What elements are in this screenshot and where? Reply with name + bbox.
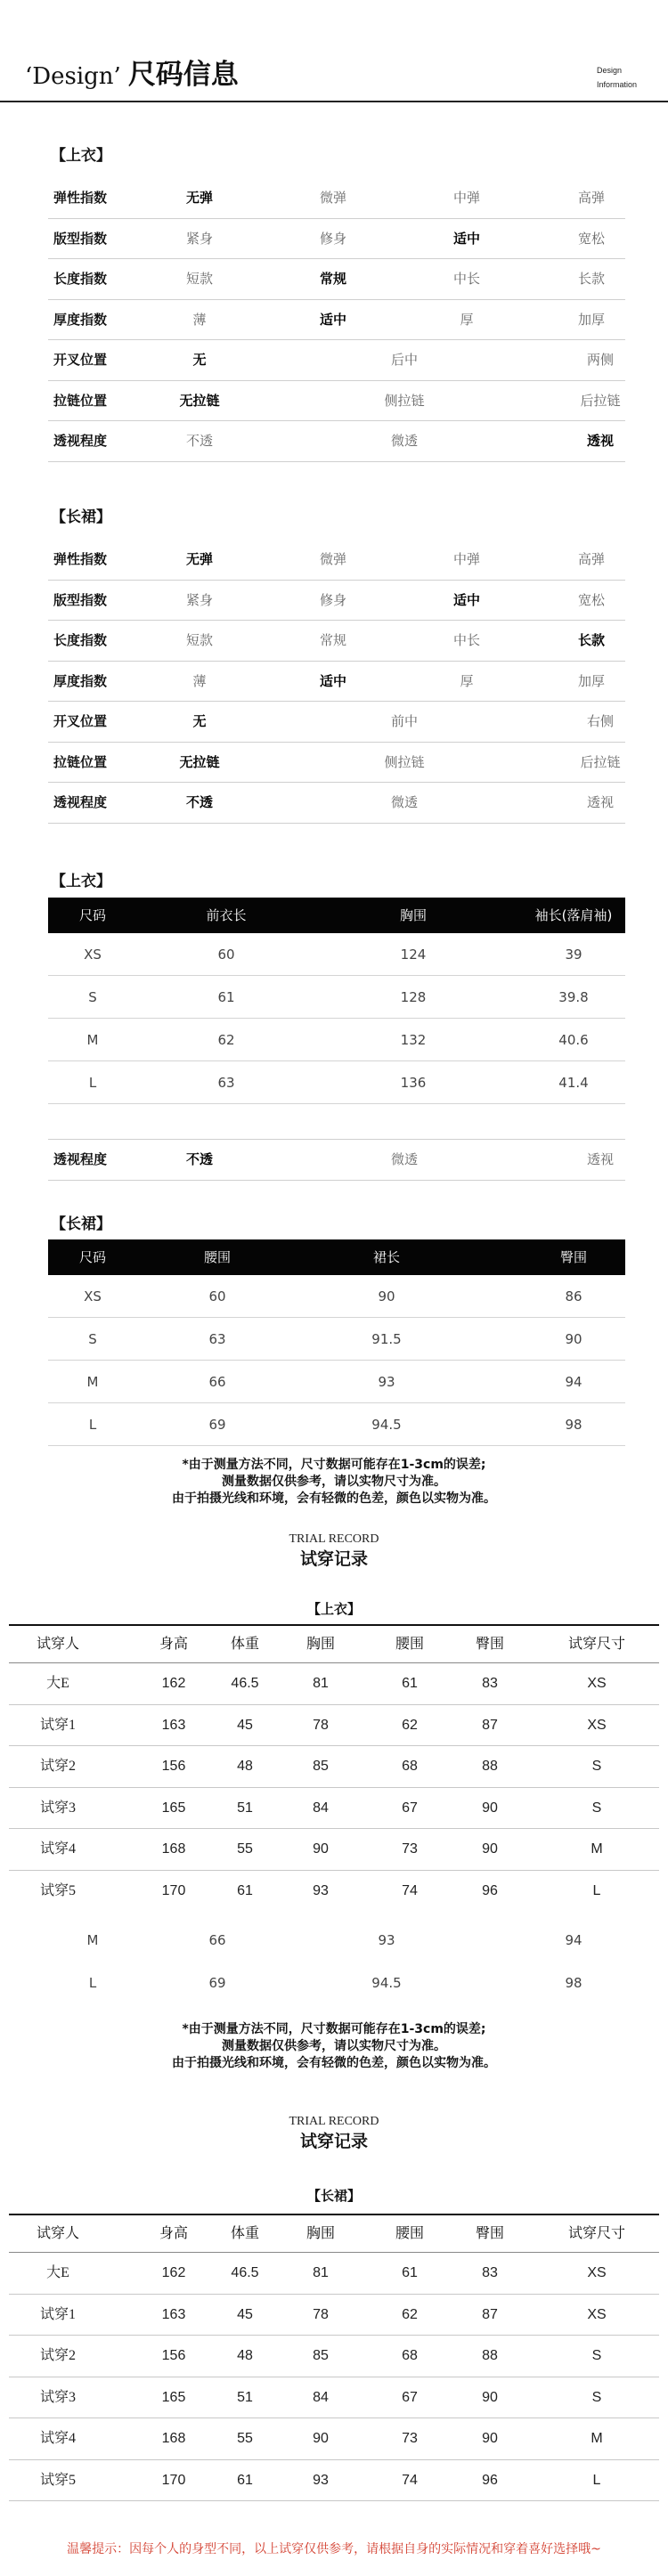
column-header: 体重 <box>230 1637 259 1652</box>
table-cell: 62 <box>217 1032 235 1048</box>
attr-cell: 无拉链 <box>179 392 220 409</box>
attr-cell: 右侧 <box>586 713 614 729</box>
table-cell: 69 <box>208 1975 226 1991</box>
leftover-size-rows <box>48 1919 625 2004</box>
column-header: 试穿尺寸 <box>567 1637 625 1652</box>
attr-header: 版型指数 <box>53 591 108 608</box>
attr-cell: 无拉链 <box>179 753 220 770</box>
attr-cell: 适中 <box>319 672 346 689</box>
table-cell: 98 <box>565 1417 582 1433</box>
table-cell: 128 <box>400 989 427 1005</box>
table-cell: 81 <box>313 2265 329 2280</box>
table-cell: 41.4 <box>558 1075 589 1091</box>
note-line: *由于测量方法不同，尺寸数据可能存在1-3cm的误差; <box>182 1458 486 1472</box>
attr-cell: 薄 <box>192 311 207 328</box>
page-title-cn: 尺码信息 <box>127 59 239 91</box>
table-cell: 55 <box>237 1841 253 1857</box>
table-row <box>48 1962 625 2004</box>
column-header: 臀围 <box>475 2226 504 2241</box>
table-header <box>48 1239 625 1275</box>
table-cell: XS <box>84 947 102 963</box>
page-title <box>25 52 239 92</box>
page-header <box>0 0 668 103</box>
table-cell: 90 <box>482 1800 498 1816</box>
header-divider <box>0 101 668 102</box>
attr-header: 厚度指数 <box>53 311 108 328</box>
attr-header: 开叉位置 <box>53 352 108 368</box>
attr-cell: 无 <box>192 713 207 729</box>
table-cell: 试穿5 <box>39 2472 76 2488</box>
attr-cell: 无弹 <box>185 190 213 206</box>
column-header: 腰围 <box>395 2226 424 2241</box>
attr-cell: 短款 <box>185 271 213 287</box>
skirt-size-table <box>48 1239 625 1446</box>
attr-cell: 中长 <box>452 271 480 287</box>
note-line: *由于测量方法不同，尺寸数据可能存在1-3cm的误差; <box>182 2022 486 2036</box>
table-row <box>9 1663 659 1705</box>
table-cell: 163 <box>161 1717 186 1733</box>
table-cell: 78 <box>313 2306 329 2322</box>
attr-row <box>48 702 625 743</box>
attr-cell: 不透 <box>185 433 213 449</box>
table-cell: 66 <box>208 1374 226 1390</box>
table-cell: 46.5 <box>231 1676 259 1691</box>
trial-skirt-table <box>9 2214 659 2501</box>
table-row <box>48 976 625 1019</box>
attr-cell: 前中 <box>390 713 418 729</box>
attr-row <box>48 581 625 622</box>
table-cell: 83 <box>482 2265 498 2280</box>
column-header: 袖长(落肩袖) <box>534 907 613 923</box>
attr-row <box>48 300 625 341</box>
table-cell: 156 <box>161 1759 186 1774</box>
table-row <box>48 933 625 976</box>
table-row <box>9 2295 659 2336</box>
measurement-note <box>0 1457 668 1507</box>
table-cell: M <box>591 2431 603 2446</box>
attr-cell: 微弹 <box>319 190 346 206</box>
table-cell: 93 <box>313 2472 329 2488</box>
attr-cell: 厚 <box>460 311 474 328</box>
attr-row <box>48 421 625 462</box>
table-cell: 84 <box>313 2389 329 2405</box>
column-header: 臀围 <box>559 1249 587 1265</box>
table-cell: 163 <box>161 2306 186 2322</box>
column-header: 胸围 <box>399 907 427 923</box>
attr-row <box>48 219 625 260</box>
table-cell: 94.5 <box>371 1417 402 1433</box>
table-cell: L <box>88 1975 97 1991</box>
table-cell: 90 <box>565 1331 582 1347</box>
table-cell: 93 <box>378 1374 395 1390</box>
table-cell: 78 <box>313 1717 329 1733</box>
table-cell: L <box>592 1882 601 1898</box>
table-cell: 55 <box>237 2431 253 2446</box>
attr-cell: 长款 <box>577 271 605 287</box>
table-cell: 39.8 <box>558 989 589 1005</box>
attr-cell: 无 <box>192 352 207 368</box>
attr-cell: 适中 <box>452 591 480 608</box>
attr-header: 弹性指数 <box>53 190 108 206</box>
table-cell: 85 <box>313 2348 329 2363</box>
attr-cell: 适中 <box>319 311 346 328</box>
attr-header: 透视程度 <box>53 794 108 810</box>
column-header: 臀围 <box>475 1637 504 1652</box>
attr-header: 透视程度 <box>53 433 108 449</box>
column-header: 尺码 <box>78 907 106 923</box>
column-header: 腰围 <box>395 1637 424 1652</box>
table-cell: 73 <box>402 1841 418 1857</box>
table-cell: S <box>591 1759 602 1774</box>
table-row <box>9 1829 659 1871</box>
attr-header: 长度指数 <box>53 632 108 648</box>
attr-header: 拉链位置 <box>53 753 108 770</box>
trial-skirt-label: 【长裙】 <box>306 2188 361 2204</box>
table-cell: 170 <box>161 2472 186 2488</box>
table-cell: 90 <box>313 1841 329 1857</box>
attr-cell: 中弹 <box>452 551 480 567</box>
attr-row <box>48 540 625 581</box>
table-cell: 90 <box>482 2389 498 2405</box>
table-cell: 87 <box>482 1717 498 1733</box>
table-cell: 96 <box>482 1882 498 1898</box>
attr-cell: 微弹 <box>319 551 346 567</box>
table-cell: 67 <box>402 2389 418 2405</box>
table-cell: 63 <box>217 1075 235 1091</box>
table-cell: 90 <box>482 1841 498 1857</box>
table-row <box>48 1061 625 1104</box>
table-cell: 39 <box>565 947 582 963</box>
page-title-en: ‘Design’ <box>25 63 121 90</box>
note-line: 由于拍摄光线和环境，会有轻微的色差，颜色以实物为准。 <box>172 2056 496 2070</box>
attr-header: 厚度指数 <box>53 672 108 689</box>
table-cell: 94 <box>565 1374 582 1390</box>
column-header: 尺码 <box>78 1249 106 1265</box>
trial-record-en: TRIAL RECORD <box>289 2115 379 2128</box>
attr-cell: 微透 <box>390 433 418 449</box>
table-row <box>48 1019 625 1061</box>
column-header: 试穿尺寸 <box>567 2226 625 2241</box>
warm-tip: 温馨提示：因每个人的身型不同，以上试穿仅供参考，请根据自身的实际情况和穿着喜好选择哦~ <box>67 2542 601 2556</box>
table-cell: 90 <box>482 2431 498 2446</box>
top-size-label: 【上衣】 <box>51 873 111 890</box>
table-cell: 132 <box>400 1032 427 1048</box>
attr-cell: 后拉链 <box>580 392 621 409</box>
table-cell: 168 <box>161 2431 186 2446</box>
table-cell: S <box>88 1331 97 1347</box>
table-cell: 68 <box>402 1759 418 1774</box>
table-cell: 63 <box>208 1331 226 1347</box>
table-header <box>48 898 625 933</box>
table-cell: 93 <box>313 1882 329 1898</box>
column-header: 胸围 <box>305 1637 335 1652</box>
attr-cell: 宽松 <box>577 230 605 247</box>
attr-cell: 宽松 <box>577 591 605 608</box>
table-cell: S <box>591 1800 602 1816</box>
table-cell: 试穿2 <box>39 1759 76 1774</box>
table-cell: 136 <box>400 1075 427 1091</box>
table-cell: 60 <box>217 947 235 963</box>
table-cell: XS <box>587 2306 607 2322</box>
table-cell: 45 <box>237 1717 253 1733</box>
table-cell: 74 <box>402 1882 418 1898</box>
attr-cell: 厚 <box>460 672 474 689</box>
table-cell: 试穿1 <box>39 2306 76 2322</box>
table-cell: M <box>86 1032 99 1048</box>
table-row <box>9 2253 659 2295</box>
attr-row <box>48 783 625 824</box>
attr-header: 弹性指数 <box>53 551 108 567</box>
table-row <box>48 1275 625 1318</box>
attr-cell: 侧拉链 <box>384 753 425 770</box>
table-row <box>48 1403 625 1446</box>
attr-cell: 高弹 <box>577 190 605 206</box>
table-cell: 45 <box>237 2306 253 2322</box>
table-cell: 85 <box>313 1759 329 1774</box>
trial-record-cn: 试穿记录 <box>299 1549 368 1569</box>
attr-header: 开叉位置 <box>53 713 108 729</box>
table-cell: 61 <box>237 2472 253 2488</box>
table-cell: 大E <box>46 2265 69 2280</box>
table-cell: XS <box>84 1288 102 1304</box>
table-cell: L <box>88 1417 97 1433</box>
table-row <box>9 2336 659 2377</box>
column-header: 前衣长 <box>206 907 247 923</box>
table-cell: 73 <box>402 2431 418 2446</box>
table-cell: 88 <box>482 1759 498 1774</box>
skirt-attr-label: 【长裙】 <box>51 508 111 526</box>
top-size-table <box>48 898 625 1104</box>
table-row <box>9 2460 659 2502</box>
table-cell: 165 <box>161 1800 186 1816</box>
attr-cell: 后拉链 <box>580 753 621 770</box>
skirt-size-label: 【长裙】 <box>51 1215 111 1233</box>
header-subtitle <box>597 63 637 92</box>
table-cell: XS <box>587 1717 607 1733</box>
attr-cell: 透视 <box>586 433 614 449</box>
column-header: 试穿人 <box>36 1637 79 1652</box>
attr-cell: 紧身 <box>185 591 213 608</box>
skirt-attr-table <box>48 540 625 824</box>
table-cell: 124 <box>400 947 427 963</box>
table-cell: 87 <box>482 2306 498 2322</box>
table-cell: 162 <box>161 1676 186 1691</box>
table-cell: S <box>591 2389 602 2405</box>
table-cell: 大E <box>46 1676 69 1691</box>
attr-cell: 侧拉链 <box>384 392 425 409</box>
attr-row <box>48 178 625 219</box>
table-row <box>48 1361 625 1403</box>
attr-cell: 长款 <box>577 632 605 648</box>
table-cell: 170 <box>161 1882 186 1898</box>
table-cell: 试穿2 <box>39 2348 76 2363</box>
table-cell: 62 <box>402 2306 418 2322</box>
table-cell: 68 <box>402 2348 418 2363</box>
attr-cell: 中长 <box>452 632 480 648</box>
measurement-note <box>0 2021 668 2072</box>
table-cell: 51 <box>237 1800 253 1816</box>
table-cell: 165 <box>161 2389 186 2405</box>
attr-cell: 后中 <box>390 352 418 368</box>
attr-row <box>48 259 625 300</box>
table-cell: 试穿4 <box>39 2431 76 2446</box>
top-attr-table <box>48 178 625 462</box>
table-cell: 48 <box>237 1759 253 1774</box>
attr-cell: 修身 <box>319 230 346 247</box>
attr-row <box>48 340 625 381</box>
table-cell: 67 <box>402 1800 418 1816</box>
table-cell: M <box>591 1841 603 1857</box>
table-cell: 66 <box>208 1932 226 1948</box>
table-cell: L <box>592 2472 601 2488</box>
attr-cell: 薄 <box>192 672 207 689</box>
table-cell: S <box>88 989 97 1005</box>
attr-cell: 加厚 <box>577 311 605 328</box>
table-cell: 94 <box>565 1932 582 1948</box>
table-row <box>48 1919 625 1962</box>
attr-cell: 修身 <box>319 591 346 608</box>
table-cell: S <box>591 2348 602 2363</box>
table-cell: 60 <box>208 1288 226 1304</box>
note-line: 由于拍摄光线和环境，会有轻微的色差，颜色以实物为准。 <box>172 1491 496 1506</box>
trial-record-cn: 试穿记录 <box>299 2132 368 2151</box>
table-row <box>9 1705 659 1747</box>
table-cell: 93 <box>378 1932 395 1948</box>
table-cell: 48 <box>237 2348 253 2363</box>
table-row <box>9 1871 659 1913</box>
trial-record-en: TRIAL RECORD <box>289 1532 379 1546</box>
column-header: 胸围 <box>305 2226 335 2241</box>
attr-cell: 两侧 <box>586 352 614 368</box>
trial-record-title <box>0 1532 668 1571</box>
attr-header: 拉链位置 <box>53 392 108 409</box>
column-header: 试穿人 <box>36 2226 79 2241</box>
attr-cell: 高弹 <box>577 551 605 567</box>
column-header: 腰围 <box>203 1249 231 1265</box>
table-cell: 91.5 <box>371 1331 402 1347</box>
table-row <box>9 1746 659 1788</box>
table-cell: 81 <box>313 1676 329 1691</box>
attr-row <box>48 621 625 662</box>
attr-cell: 常规 <box>319 632 346 648</box>
attr-cell: 微透 <box>390 794 418 810</box>
table-cell: 83 <box>482 1676 498 1691</box>
table-cell: 69 <box>208 1417 226 1433</box>
table-cell: 168 <box>161 1841 186 1857</box>
table-cell: 62 <box>402 1717 418 1733</box>
top-transparency-row <box>48 1139 625 1181</box>
table-cell: 51 <box>237 2389 253 2405</box>
note-line: 测量数据仅供参考，请以实物尺寸为准。 <box>222 1475 446 1489</box>
attr-row <box>48 743 625 784</box>
table-cell: XS <box>587 1676 607 1691</box>
attr-header: 透视程度 <box>53 1151 108 1167</box>
header-subtitle-line1: Design <box>597 66 623 75</box>
attr-row <box>48 381 625 422</box>
attr-cell: 微透 <box>390 1151 418 1167</box>
table-cell: 试穿5 <box>39 1882 76 1898</box>
table-row <box>9 1788 659 1830</box>
table-row <box>48 1318 625 1361</box>
attr-row <box>48 1140 625 1181</box>
table-row <box>9 2377 659 2419</box>
attr-cell: 中弹 <box>452 190 480 206</box>
table-cell: M <box>86 1374 99 1390</box>
attr-cell: 无弹 <box>185 551 213 567</box>
column-header: 身高 <box>159 2226 188 2241</box>
table-cell: 61 <box>402 1676 418 1691</box>
attr-cell: 不透 <box>185 794 213 810</box>
table-cell: 61 <box>402 2265 418 2280</box>
trial-top-label: 【上衣】 <box>306 1601 361 1617</box>
table-cell: 90 <box>378 1288 395 1304</box>
trial-top-table <box>9 1624 659 1912</box>
table-cell: 试穿1 <box>39 1717 76 1733</box>
attr-cell: 加厚 <box>577 672 605 689</box>
column-header: 体重 <box>230 2226 259 2241</box>
table-cell: 162 <box>161 2265 186 2280</box>
table-cell: 46.5 <box>231 2265 259 2280</box>
attr-row <box>48 662 625 703</box>
table-cell: 84 <box>313 1800 329 1816</box>
note-line: 测量数据仅供参考，请以实物尺寸为准。 <box>222 2039 446 2053</box>
table-cell: XS <box>587 2265 607 2280</box>
top-attr-label: 【上衣】 <box>51 147 111 165</box>
header-subtitle-line2: Information <box>597 80 638 89</box>
attr-cell: 透视 <box>586 794 614 810</box>
table-cell: 156 <box>161 2348 186 2363</box>
attr-cell: 短款 <box>185 632 213 648</box>
attr-cell: 适中 <box>452 230 480 247</box>
table-cell: 90 <box>313 2431 329 2446</box>
table-header <box>9 2215 659 2253</box>
table-cell: 61 <box>217 989 235 1005</box>
table-cell: 试穿3 <box>39 1800 76 1816</box>
column-header: 裙长 <box>372 1249 400 1265</box>
attr-cell: 透视 <box>586 1151 614 1167</box>
table-cell: 40.6 <box>558 1032 589 1048</box>
table-cell: 74 <box>402 2472 418 2488</box>
attr-cell: 不透 <box>185 1151 213 1167</box>
table-cell: 试穿3 <box>39 2389 76 2405</box>
table-cell: 61 <box>237 1882 253 1898</box>
table-cell: 88 <box>482 2348 498 2363</box>
attr-header: 长度指数 <box>53 271 108 287</box>
table-cell: 86 <box>565 1288 582 1304</box>
table-cell: 98 <box>565 1975 582 1991</box>
column-header: 身高 <box>159 1637 188 1652</box>
table-cell: 94.5 <box>371 1975 402 1991</box>
table-cell: M <box>86 1932 99 1948</box>
attr-cell: 紧身 <box>185 230 213 247</box>
table-cell: 试穿4 <box>39 1841 76 1857</box>
attr-header: 版型指数 <box>53 230 108 247</box>
table-header <box>9 1626 659 1663</box>
attr-cell: 常规 <box>319 271 346 287</box>
table-row <box>9 2418 659 2460</box>
table-cell: L <box>88 1075 97 1091</box>
trial-record-title <box>0 2114 668 2153</box>
table-cell: 96 <box>482 2472 498 2488</box>
